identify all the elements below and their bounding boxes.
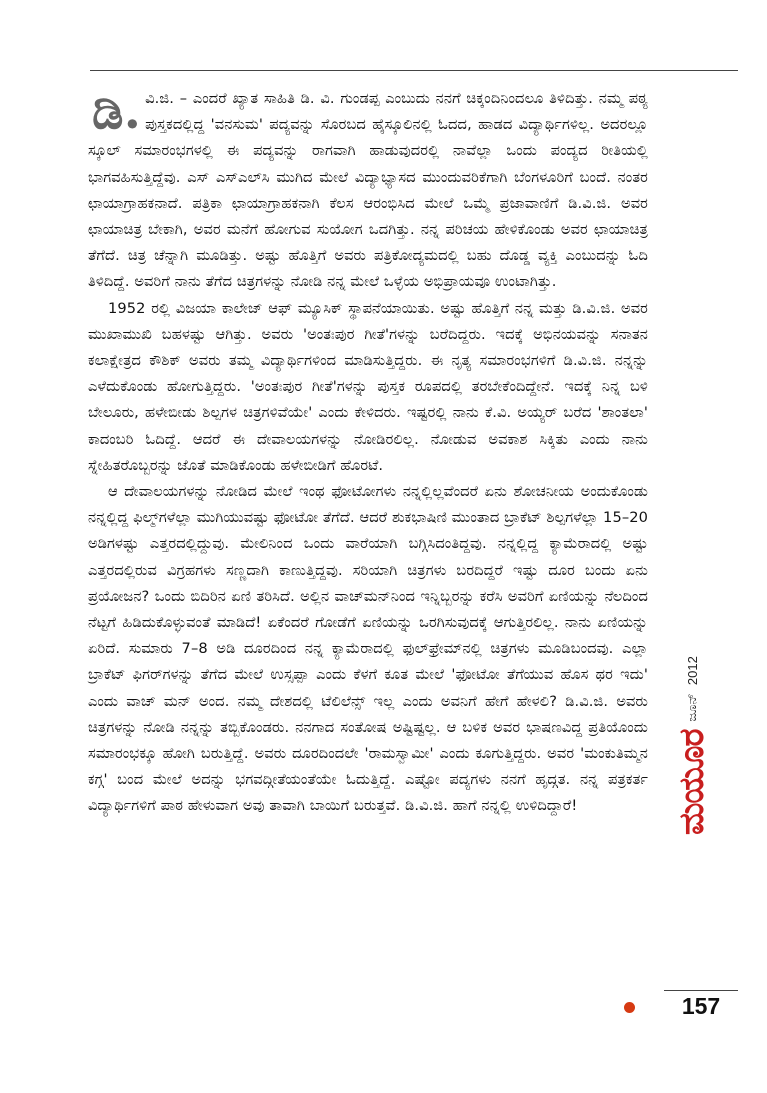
paragraph-1 bbox=[88, 81, 648, 296]
page-number: 157 bbox=[681, 993, 721, 1019]
paragraph-2: 1952 ರಲ್ಲಿ ವಿಜಯಾ ಕಾಲೇಜ್ ಆಫ್ ಮ್ಯೂಸಿಕ್ ಸ್ಥಾಪನೆಯಾಯಿತು. ಅಷ್ಟು ಹೊತ್ತಿಗೆ ನನ್ನ ಮತ್ತು ಡಿ.ವಿ.ಜಿ. ಅವರ ಮುಖಾಮುಖಿ ಬಹಳಷ್ಟು ಆಗಿತ್ತು. ಅವರು 'ಅಂತಃಪುರ ಗೀತೆ'ಗಳನ್ನು ಬರೆದಿದ್ದರು. ಇದಕ್ಕೆ ಅಭಿನಯವನ್ನು ಸನಾತನ ಕಲಾಕ್ಷೇತ್ರದ ಕೌಶಿಕ್ ಅವರು ತಮ್ಮ ವಿದ್ಯಾರ್ಥಿಗಳಿಂದ ಮಾಡಿಸುತ್ತಿದ್ದರು. ಈ ನೃತ್ಯ ಸಮಾರಂಭಗಳಿಗೆ ಡಿ.ವಿ.ಜಿ. ನನ್ನನ್ನು ಎಳೆದುಕೊಂಡು ಹೋಗುತ್ತಿದ್ದರು. 'ಅಂತಃಪುರ ಗೀತೆ'ಗಳನ್ನು ಪುಸ್ತಕ ರೂಪದಲ್ಲಿ ತರಬೇಕೆಂದಿದ್ದೇನೆ. ಇದಕ್ಕೆ ನಿನ್ನ ಬಳಿ ಬೇಲೂರು, ಹಳೇಬೀಡು ಶಿಲ್ಪಗಳ ಚಿತ್ರಗಳಿವೆಯೇ' ಎಂದು ಕೇಳಿದರು. ಇಷ್ಟರಲ್ಲಿ ನಾನು ಕೆ.ವಿ. ಅಯ್ಯರ್ ಬರೆದ 'ಶಾಂತಲಾ' ಕಾದಂಬರಿ ಓದಿದ್ದೆ. ಆದರೆ ಈ ದೇವಾಲಯಗಳನ್ನು ನೋಡಿರಲಿಲ್ಲ. ನೋಡುವ ಅವಕಾಶ ಸಿಕ್ಕಿತು ಎಂದು ನಾನು ಸ್ನೇಹಿತರೊಬ್ಬರನ್ನು ಜೊತೆ ಮಾಡಿಕೊಂಡು ಹಳೇಬೀಡಿಗೆ ಹೊರಟೆ. bbox=[88, 299, 648, 474]
dropcap: ಡಿ. bbox=[92, 81, 142, 140]
bullet-dot-icon bbox=[624, 1002, 635, 1013]
top-rule bbox=[90, 70, 738, 71]
paragraph-3: ಆ ದೇವಾಲಯಗಳನ್ನು ನೋಡಿದ ಮೇಲೆ ಇಂಥ ಫೋಟೋಗಳು ನನ್ನಲ್ಲಿಲ್ಲವೆಂದರೆ ಏನು ಶೋಚನೀಯ ಅಂದುಕೊಂಡು ನನ್ನಲ್ಲಿದ್ದ ಫಿಲ್ಮ್‌ಗಳೆಲ್ಲಾ ಮುಗಿಯುವಷ್ಟು ಫೋಟೋ ತೆಗೆದೆ. ಆದರೆ ಶುಕಭಾಷಿಣಿ ಮುಂತಾದ ಬ್ರಾಕೆಟ್ ಶಿಲ್ಪಗಳೆಲ್ಲಾ 15–20 ಅಡಿಗಳಷ್ಟು ಎತ್ತರದಲ್ಲಿದ್ದುವು. ಮೇಲಿನಿಂದ ಒಂದು ವಾರೆಯಾಗಿ ಬಗ್ಗಿಸಿದಂತಿದ್ದವು. ನನ್ನಲ್ಲಿದ್ದ ಕ್ಯಾಮೆರಾದಲ್ಲಿ ಅಷ್ಟು ಎತ್ತರದಲ್ಲಿರುವ ವಿಗ್ರಹಗಳು ಸಣ್ಣದಾಗಿ ಕಾಣುತ್ತಿದ್ದವು. ಸರಿಯಾಗಿ ಚಿತ್ರಗಳು ಬರದಿದ್ದರೆ ಇಷ್ಟು ದೂರ ಬಂದು ಏನು ಪ್ರಯೋಜನ? ಒಂದು ಬಿದಿರಿನ ಏಣಿ ತರಿಸಿದೆ. ಅಲ್ಲಿನ ವಾಚ್‌ಮನ್‌ನಿಂದ ಇನ್ನಿಬ್ಬರನ್ನು ಕರೆಸಿ ಅವರಿಗೆ ಏಣಿಯನ್ನು ನೆಲದಿಂದ ನೆಟ್ಟಗೆ ಹಿಡಿದುಕೊಳ್ಳುವಂತೆ ಮಾಡಿದೆ! ಏಕೆಂದರೆ ಗೋಡೆಗೆ ಏಣಿಯನ್ನು ಒರಗಿಸುವುದಕ್ಕೆ ಆಗುತ್ತಿರಲಿಲ್ಲ. ನಾನು ಏಣಿಯನ್ನು ಏರಿದೆ. ಸುಮಾರು 7–8 ಅಡಿ ದೂರದಿಂದ ನನ್ನ ಕ್ಯಾಮೆರಾದಲ್ಲಿ ಫುಲ್‌ಫ್ರೇಮ್‌ನಲ್ಲಿ ಚಿತ್ರಗಳು ಮೂಡಿಬಂದವು. ಎಲ್ಲಾ ಬ್ರಾಕೆಟ್ ಫಿಗರ್‌ಗಳನ್ನು ತೆಗೆದ ಮೇಲೆ ಉಸ್ಸಪ್ಪಾ ಎಂದು ಕೆಳಗೆ ಕೂತ ಮೇಲೆ 'ಫೋಟೋ ತೆಗೆಯುವ ಹೊಸ ಥರ ಇದು' ಎಂದು ವಾಚ್ ಮನ್ ಅಂದ. ನಮ್ಮ ದೇಶದಲ್ಲಿ ಟೆಲಿಲೆನ್ಸ್ ಇಲ್ಲ ಎಂದು ಅವನಿಗೆ ಹೇಗೆ ಹೇಳಲಿ? ಡಿ.ವಿ.ಜಿ. ಅವರು ಚಿತ್ರಗಳನ್ನು ನೋಡಿ ನನ್ನನ್ನು ತಬ್ಬಿಕೊಂಡರು. ನನಗಾದ ಸಂತೋಷ ಅಷ್ಟಿಷ್ಟಲ್ಲ. ಆ ಬಳಿಕ ಅವರ ಭಾಷಣವಿದ್ದ ಪ್ರತಿಯೊಂದು ಸಮಾರಂಭಕ್ಕೂ ಹೋಗಿ ಬರುತ್ತಿದ್ದೆ. ಅವರು ದೂರದಿಂದಲೇ 'ರಾಮಸ್ವಾಮೀ' ಎಂದು ಕೂಗುತ್ತಿದ್ದರು. ಅವರ 'ಮಂಕುತಿಮ್ಮನ ಕಗ್ಗ' ಬಂದ ಮೇಲೆ ಅದನ್ನು ಭಗವದ್ಗೀತೆಯಂತೆಯೇ ಓದುತ್ತಿದ್ದೆ. ಎಷ್ಟೋ ಪದ್ಯಗಳು ನನಗೆ ಹೃದ್ಗತ. ನನ್ನ ಪತ್ರಕರ್ತ ವಿದ್ಯಾರ್ಥಿಗಳಿಗೆ ಪಾಠ ಹೇಳುವಾಗ ಅವು ತಾವಾಗಿ ಬಾಯಿಗೆ ಬರುತ್ತವೆ. ಡಿ.ವಿ.ಜಿ. ಹಾಗೆ ನನ್ನಲ್ಲಿ ಉಳಿದಿದ್ದಾರೆ! bbox=[88, 483, 648, 815]
issue-year: 2012 bbox=[684, 656, 700, 686]
article-body bbox=[88, 81, 648, 820]
magazine-name: ಮಯೂರ bbox=[672, 729, 712, 835]
magazine-side-label bbox=[672, 656, 712, 835]
bottom-rule bbox=[664, 990, 738, 991]
issue-month: ಜೂನ್ bbox=[684, 693, 699, 722]
paragraph-1-text: ವಿ.ಜಿ. – ಎಂದರೆ ಖ್ಯಾತ ಸಾಹಿತಿ ಡಿ. ವಿ. ಗುಂಡಪ್ಪ ಎಂಬುದು ನನಗೆ ಚಿಕ್ಕಂದಿನಿಂದಲೂ ತಿಳಿದಿತ್ತು. ನಮ್ಮ ಪಠ್ಯ ಪುಸ್ತಕದಲ್ಲಿದ್ದ 'ವನಸುಮ' ಪದ್ಯವನ್ನು ಸೊರಬದ ಹೈಸ್ಕೂಲಿನಲ್ಲಿ ಓದದ, ಹಾಡದ ವಿದ್ಯಾರ್ಥಿಗಳಿಲ್ಲ. ಅದರಲ್ಲೂ ಸ್ಕೂಲ್ ಸಮಾರಂಭಗಳಲ್ಲಿ ಈ ಪದ್ಯವನ್ನು ರಾಗವಾಗಿ ಹಾಡುವುದರಲ್ಲಿ ನಾವೆಲ್ಲಾ ಒಂದು ಪಂದ್ಯದ ರೀತಿಯಲ್ಲಿ ಭಾಗವಹಿಸುತ್ತಿದ್ದೆವು. ಎಸ್ ಎಸ್‌ಎಲ್‌ಸಿ ಮುಗಿದ ಮೇಲೆ ವಿದ್ಯಾಭ್ಯಾಸದ ಮುಂದುವರಿಕೆಗಾಗಿ ಬೆಂಗಳೂರಿಗೆ ಬಂದೆ. ನಂತರ ಛಾಯಾಗ್ರಾಹಕನಾದೆ. ಪತ್ರಿಕಾ ಛಾಯಾಗ್ರಾಹಕನಾಗಿ ಕೆಲಸ ಆರಂಭಿಸಿದ ಮೇಲೆ ಒಮ್ಮೆ ಪ್ರಜಾವಾಣಿಗೆ ಡಿ.ವಿ.ಜಿ. ಅವರ ಛಾಯಾಚಿತ್ರ ಬೇಕಾಗಿ, ಅವರ ಮನೆಗೆ ಹೋಗುವ ಸುಯೋಗ ಒದಗಿತ್ತು. ನನ್ನ ಪರಿಚಯ ಹೇಳಿಕೊಂಡು ಅವರ ಛಾಯಾಚಿತ್ರ ತೆಗೆದೆ. ಚಿತ್ರ ಚೆನ್ನಾಗಿ ಮೂಡಿತ್ತು. ಅಷ್ಟು ಹೊತ್ತಿಗೆ ಅವರು ಪತ್ರಿಕೋದ್ಯಮದಲ್ಲಿ ಬಹು ದೊಡ್ಡ ವ್ಯಕ್ತಿ ಎಂಬುದನ್ನು ಓದಿ ತಿಳಿದಿದ್ದೆ. ಅವರಿಗೆ ನಾನು ತೆಗೆದ ಚಿತ್ರಗಳನ್ನು ನೋಡಿ ನನ್ನ ಮೇಲೆ ಒಳ್ಳೆಯ ಅಭಿಪ್ರಾಯವೂ ಉಂಟಾಗಿತ್ತು. bbox=[88, 90, 648, 291]
